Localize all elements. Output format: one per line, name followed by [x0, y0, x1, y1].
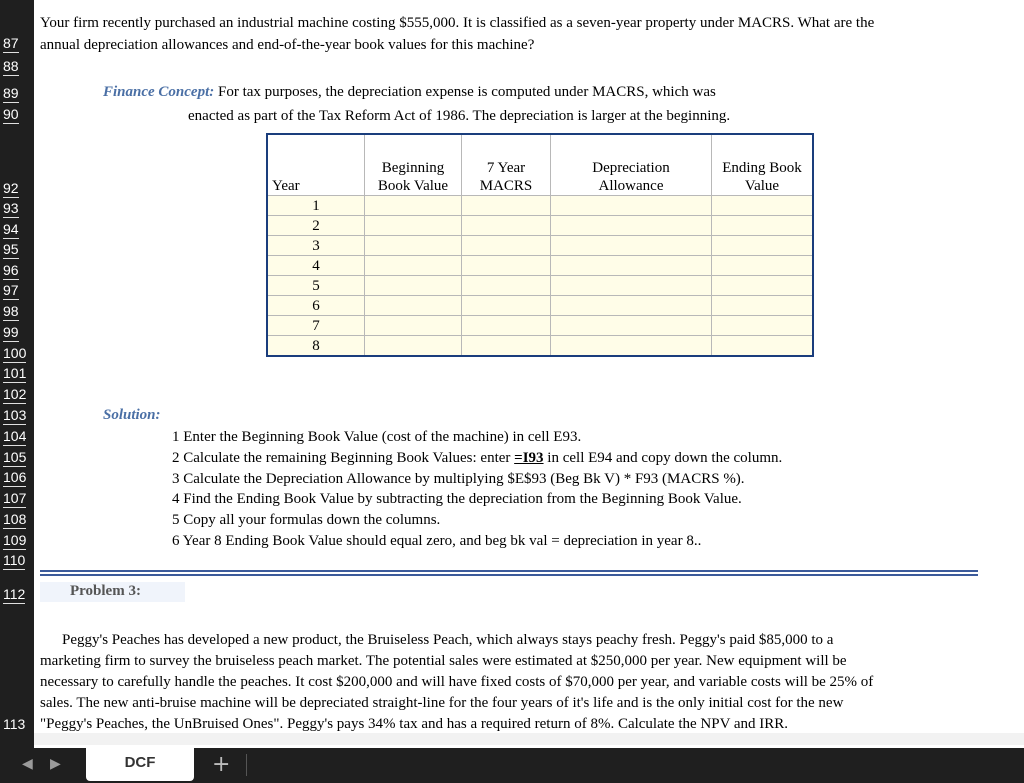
header-macrs[interactable] — [462, 134, 551, 196]
row-number[interactable]: 108 — [3, 511, 27, 527]
table-row — [267, 316, 813, 336]
input-cell[interactable] — [462, 276, 551, 296]
table-row — [267, 276, 813, 296]
input-cell[interactable] — [365, 336, 462, 357]
table-row — [267, 296, 813, 316]
step-text: Calculate the remaining Beginning Book Values: enter — [183, 450, 515, 466]
step-text: in cell E94 and copy down the column. — [543, 450, 783, 466]
question-line-2: annual depreciation allowances and end-of-the-year book values for this machine? — [40, 37, 535, 53]
sheet-tab-dcf[interactable]: DCF — [86, 748, 194, 781]
solution-step — [172, 511, 440, 529]
step-number: 4 — [172, 491, 180, 507]
table-row — [267, 236, 813, 256]
solution-step — [172, 490, 742, 508]
year-cell[interactable]: 5 — [267, 276, 365, 296]
input-cell[interactable] — [551, 256, 712, 276]
step-number: 6 — [172, 533, 180, 549]
header-year[interactable]: Year — [267, 134, 365, 196]
row-number[interactable]: 94 — [3, 221, 19, 237]
problem-3-label: Problem 3: — [70, 583, 141, 599]
step-number: 5 — [172, 512, 180, 528]
year-cell[interactable]: 3 — [267, 236, 365, 256]
tab-separator — [246, 754, 247, 776]
input-cell[interactable] — [712, 236, 814, 256]
row-number[interactable]: 112 — [3, 586, 26, 602]
step-formula: =I93 — [514, 450, 544, 466]
solution-step — [172, 470, 745, 488]
step-number: 2 — [172, 450, 180, 466]
next-sheet-icon[interactable]: ▶ — [50, 756, 61, 772]
problem-3-line: marketing firm to survey the bruiseless peach market. The potential sales were estimated at $250,000 per year. New equipment will be — [40, 653, 847, 669]
step-text: Calculate the Depreciation Allowance by multiplying $E$93 (Beg Bk V) * F93 (MACRS %). — [183, 471, 745, 487]
row-number[interactable]: 88 — [3, 58, 19, 74]
header-text: Book Value — [377, 178, 449, 194]
year-cell[interactable]: 2 — [267, 216, 365, 236]
row-number[interactable]: 101 — [3, 365, 27, 381]
problem-3-line: Peggy's Peaches has developed a new product, the Bruiseless Peach, which always stays peachy fresh. Peggy's paid $85,000 to a — [62, 632, 834, 648]
row-number[interactable]: 95 — [3, 241, 19, 257]
row-number[interactable]: 106 — [3, 469, 27, 485]
row-number[interactable]: 104 — [3, 428, 27, 444]
year-cell[interactable]: 6 — [267, 296, 365, 316]
input-cell[interactable] — [712, 276, 814, 296]
input-cell[interactable] — [462, 296, 551, 316]
solution-step — [172, 449, 782, 467]
row-number[interactable]: 103 — [3, 407, 27, 423]
table-header-row — [267, 134, 813, 196]
step-text: Copy all your formulas down the columns. — [183, 512, 441, 528]
row-number[interactable]: 87 — [3, 35, 19, 51]
input-cell[interactable] — [462, 336, 551, 357]
row-number[interactable]: 105 — [3, 449, 27, 465]
header-text: Ending Book — [722, 160, 802, 176]
header-depreciation-allowance[interactable] — [551, 134, 712, 196]
row-number[interactable]: 99 — [3, 324, 19, 340]
input-cell[interactable] — [712, 316, 814, 336]
section-divider — [40, 570, 978, 572]
problem-3-line: "Peggy's Peaches, the UnBruised Ones". Peggy's pays 34% tax and has a required return of 8%. Calculate the NPV and IRR. — [40, 716, 789, 732]
input-cell[interactable] — [462, 256, 551, 276]
row-header-gutter — [0, 0, 34, 748]
header-beginning-book-value[interactable] — [365, 134, 462, 196]
table-row — [267, 336, 813, 357]
row-number[interactable]: 100 — [3, 345, 27, 361]
input-cell[interactable] — [365, 216, 462, 236]
header-text: MACRS — [479, 178, 533, 194]
year-cell[interactable]: 1 — [267, 196, 365, 216]
row-number[interactable]: 109 — [3, 532, 27, 548]
table-row — [267, 216, 813, 236]
problem-3-line: necessary to carefully handle the peaches. It cost $200,000 and will have fixed costs of $70,000 per year, and variable costs will be 25% of — [40, 674, 874, 690]
input-cell[interactable] — [462, 236, 551, 256]
step-number: 3 — [172, 471, 180, 487]
input-cell[interactable] — [551, 276, 712, 296]
solution-step — [172, 532, 701, 550]
horizontal-scrollbar[interactable] — [34, 733, 1024, 745]
add-sheet-icon[interactable]: + — [212, 752, 231, 777]
input-cell[interactable] — [712, 196, 814, 216]
input-cell[interactable] — [365, 236, 462, 256]
step-number: 1 — [172, 429, 180, 445]
problem-3-line: sales. The new anti-bruise machine will be depreciated straight-line for the four years of it's life and is the only initial cost for the new — [40, 695, 844, 711]
solution-label: Solution: — [103, 407, 161, 423]
header-text: Depreciation — [592, 160, 670, 176]
input-cell[interactable] — [712, 216, 814, 236]
input-cell[interactable] — [551, 296, 712, 316]
row-number[interactable]: 110 — [3, 552, 26, 568]
input-cell[interactable] — [551, 196, 712, 216]
row-number[interactable]: 98 — [3, 303, 19, 319]
header-text: Beginning — [381, 160, 445, 176]
row-number[interactable]: 92 — [3, 180, 19, 196]
row-number[interactable]: 96 — [3, 262, 19, 278]
input-cell[interactable] — [365, 316, 462, 336]
finance-concept-label: Finance Concept: — [103, 84, 215, 100]
header-ending-book-value[interactable] — [712, 134, 814, 196]
solution-step — [172, 428, 581, 446]
input-cell[interactable] — [551, 336, 712, 357]
row-number[interactable]: 93 — [3, 200, 19, 216]
input-cell[interactable] — [712, 336, 814, 357]
depreciation-table — [266, 133, 814, 357]
table-row — [267, 196, 813, 216]
input-cell[interactable] — [712, 256, 814, 276]
header-text: Value — [744, 178, 780, 194]
year-cell[interactable]: 8 — [267, 336, 365, 357]
input-cell[interactable] — [462, 316, 551, 336]
input-cell[interactable] — [551, 216, 712, 236]
finance-concept — [103, 83, 716, 101]
year-cell[interactable]: 4 — [267, 256, 365, 276]
step-text: Enter the Beginning Book Value (cost of the machine) in cell E93. — [183, 429, 582, 445]
header-text: 7 Year — [486, 160, 526, 176]
row-number[interactable]: 113 — [3, 716, 26, 732]
input-cell[interactable] — [365, 256, 462, 276]
input-cell[interactable] — [551, 236, 712, 256]
finance-concept-text: For tax purposes, the depreciation expense is computed under MACRS, which was — [214, 84, 716, 100]
input-cell[interactable] — [551, 316, 712, 336]
input-cell[interactable] — [462, 216, 551, 236]
input-cell[interactable] — [365, 276, 462, 296]
input-cell[interactable] — [365, 196, 462, 216]
finance-concept-line-2: enacted as part of the Tax Reform Act of 1986. The depreciation is larger at the beginning. — [188, 108, 731, 124]
problem-3-cell[interactable] — [40, 582, 185, 602]
row-number[interactable]: 102 — [3, 386, 27, 402]
header-text: Allowance — [598, 178, 664, 194]
step-text: Find the Ending Book Value by subtracting the depreciation from the Beginning Book Value. — [183, 491, 742, 507]
input-cell[interactable] — [365, 296, 462, 316]
step-text: Year 8 Ending Book Value should equal zero, and beg bk val = depreciation in year 8.. — [182, 533, 702, 549]
prev-sheet-icon[interactable]: ◀ — [22, 756, 33, 772]
section-divider — [40, 574, 978, 576]
row-number[interactable]: 107 — [3, 490, 27, 506]
question-line-1: Your firm recently purchased an industrial machine costing $555,000. It is classified as a seven-year property under MACRS. What are the — [40, 15, 875, 31]
input-cell[interactable] — [712, 296, 814, 316]
table-row — [267, 256, 813, 276]
row-number[interactable]: 97 — [3, 282, 19, 298]
row-number[interactable]: 90 — [3, 106, 19, 122]
row-number[interactable]: 89 — [3, 85, 19, 101]
input-cell[interactable] — [462, 196, 551, 216]
year-cell[interactable]: 7 — [267, 316, 365, 336]
